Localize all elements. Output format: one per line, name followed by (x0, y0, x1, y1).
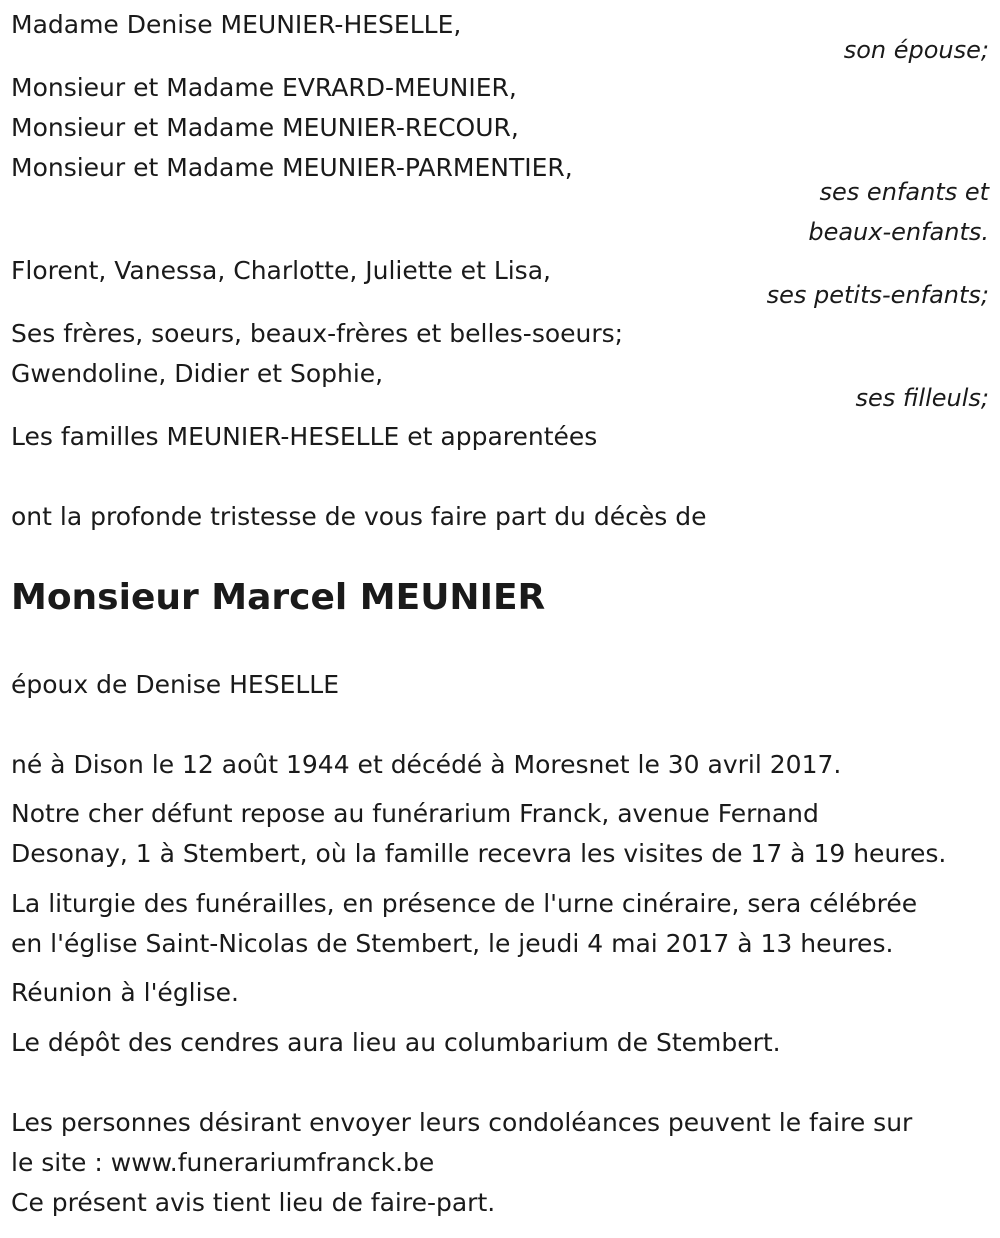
repose-line1: Notre cher défunt repose au funérarium Franck, avenue Fernand (11, 799, 819, 828)
grandchildren: Florent, Vanessa, Charlotte, Juliette et Lisa, (11, 256, 551, 285)
repose-line2: Desonay, 1 à Stembert, où la famille recevra les visites de 17 à 19 heures. (11, 839, 947, 868)
families: Les familles MEUNIER-HESELLE et apparentées (11, 422, 598, 451)
liturgy-line1: La liturgie des funérailles, en présence de l'urne cinéraire, sera célébrée (11, 889, 918, 918)
meeting: Réunion à l'église. (11, 978, 239, 1007)
godchildren-role: ses filleuls; (855, 384, 989, 412)
spouse-name: Madame Denise MEUNIER-HESELLE, (11, 10, 462, 39)
child-couple-2: Monsieur et Madame MEUNIER-RECOUR, (11, 113, 519, 142)
liturgy-line2: en l'église Saint-Nicolas de Stembert, le jeudi 4 mai 2017 à 13 heures. (11, 929, 894, 958)
child-couple-1: Monsieur et Madame EVRARD-MEUNIER, (11, 73, 517, 102)
children-role-line2: beaux-enfants. (808, 218, 989, 246)
spouse-of: époux de Denise HESELLE (11, 670, 340, 699)
siblings: Ses frères, soeurs, beaux-frères et belles-soeurs; (11, 319, 624, 348)
child-couple-3: Monsieur et Madame MEUNIER-PARMENTIER, (11, 153, 573, 182)
deceased-name: Monsieur Marcel MEUNIER (11, 577, 546, 618)
birth-death: né à Dison le 12 août 1944 et décédé à Moresnet le 30 avril 2017. (11, 750, 842, 779)
spouse-role: son épouse; (843, 36, 989, 64)
notice: Ce présent avis tient lieu de faire-part. (11, 1188, 496, 1217)
condolences-line1: Les personnes désirant envoyer leurs condoléances peuvent le faire sur (11, 1108, 913, 1137)
children-role-line1: ses enfants et (819, 178, 989, 206)
announcement: ont la profonde tristesse de vous faire part du décès de (11, 502, 707, 531)
ashes: Le dépôt des cendres aura lieu au columbarium de Stembert. (11, 1028, 781, 1057)
godchildren: Gwendoline, Didier et Sophie, (11, 359, 384, 388)
grandchildren-role: ses petits-enfants; (766, 281, 989, 309)
condolences-site: le site : www.funerariumfranck.be (11, 1148, 435, 1177)
